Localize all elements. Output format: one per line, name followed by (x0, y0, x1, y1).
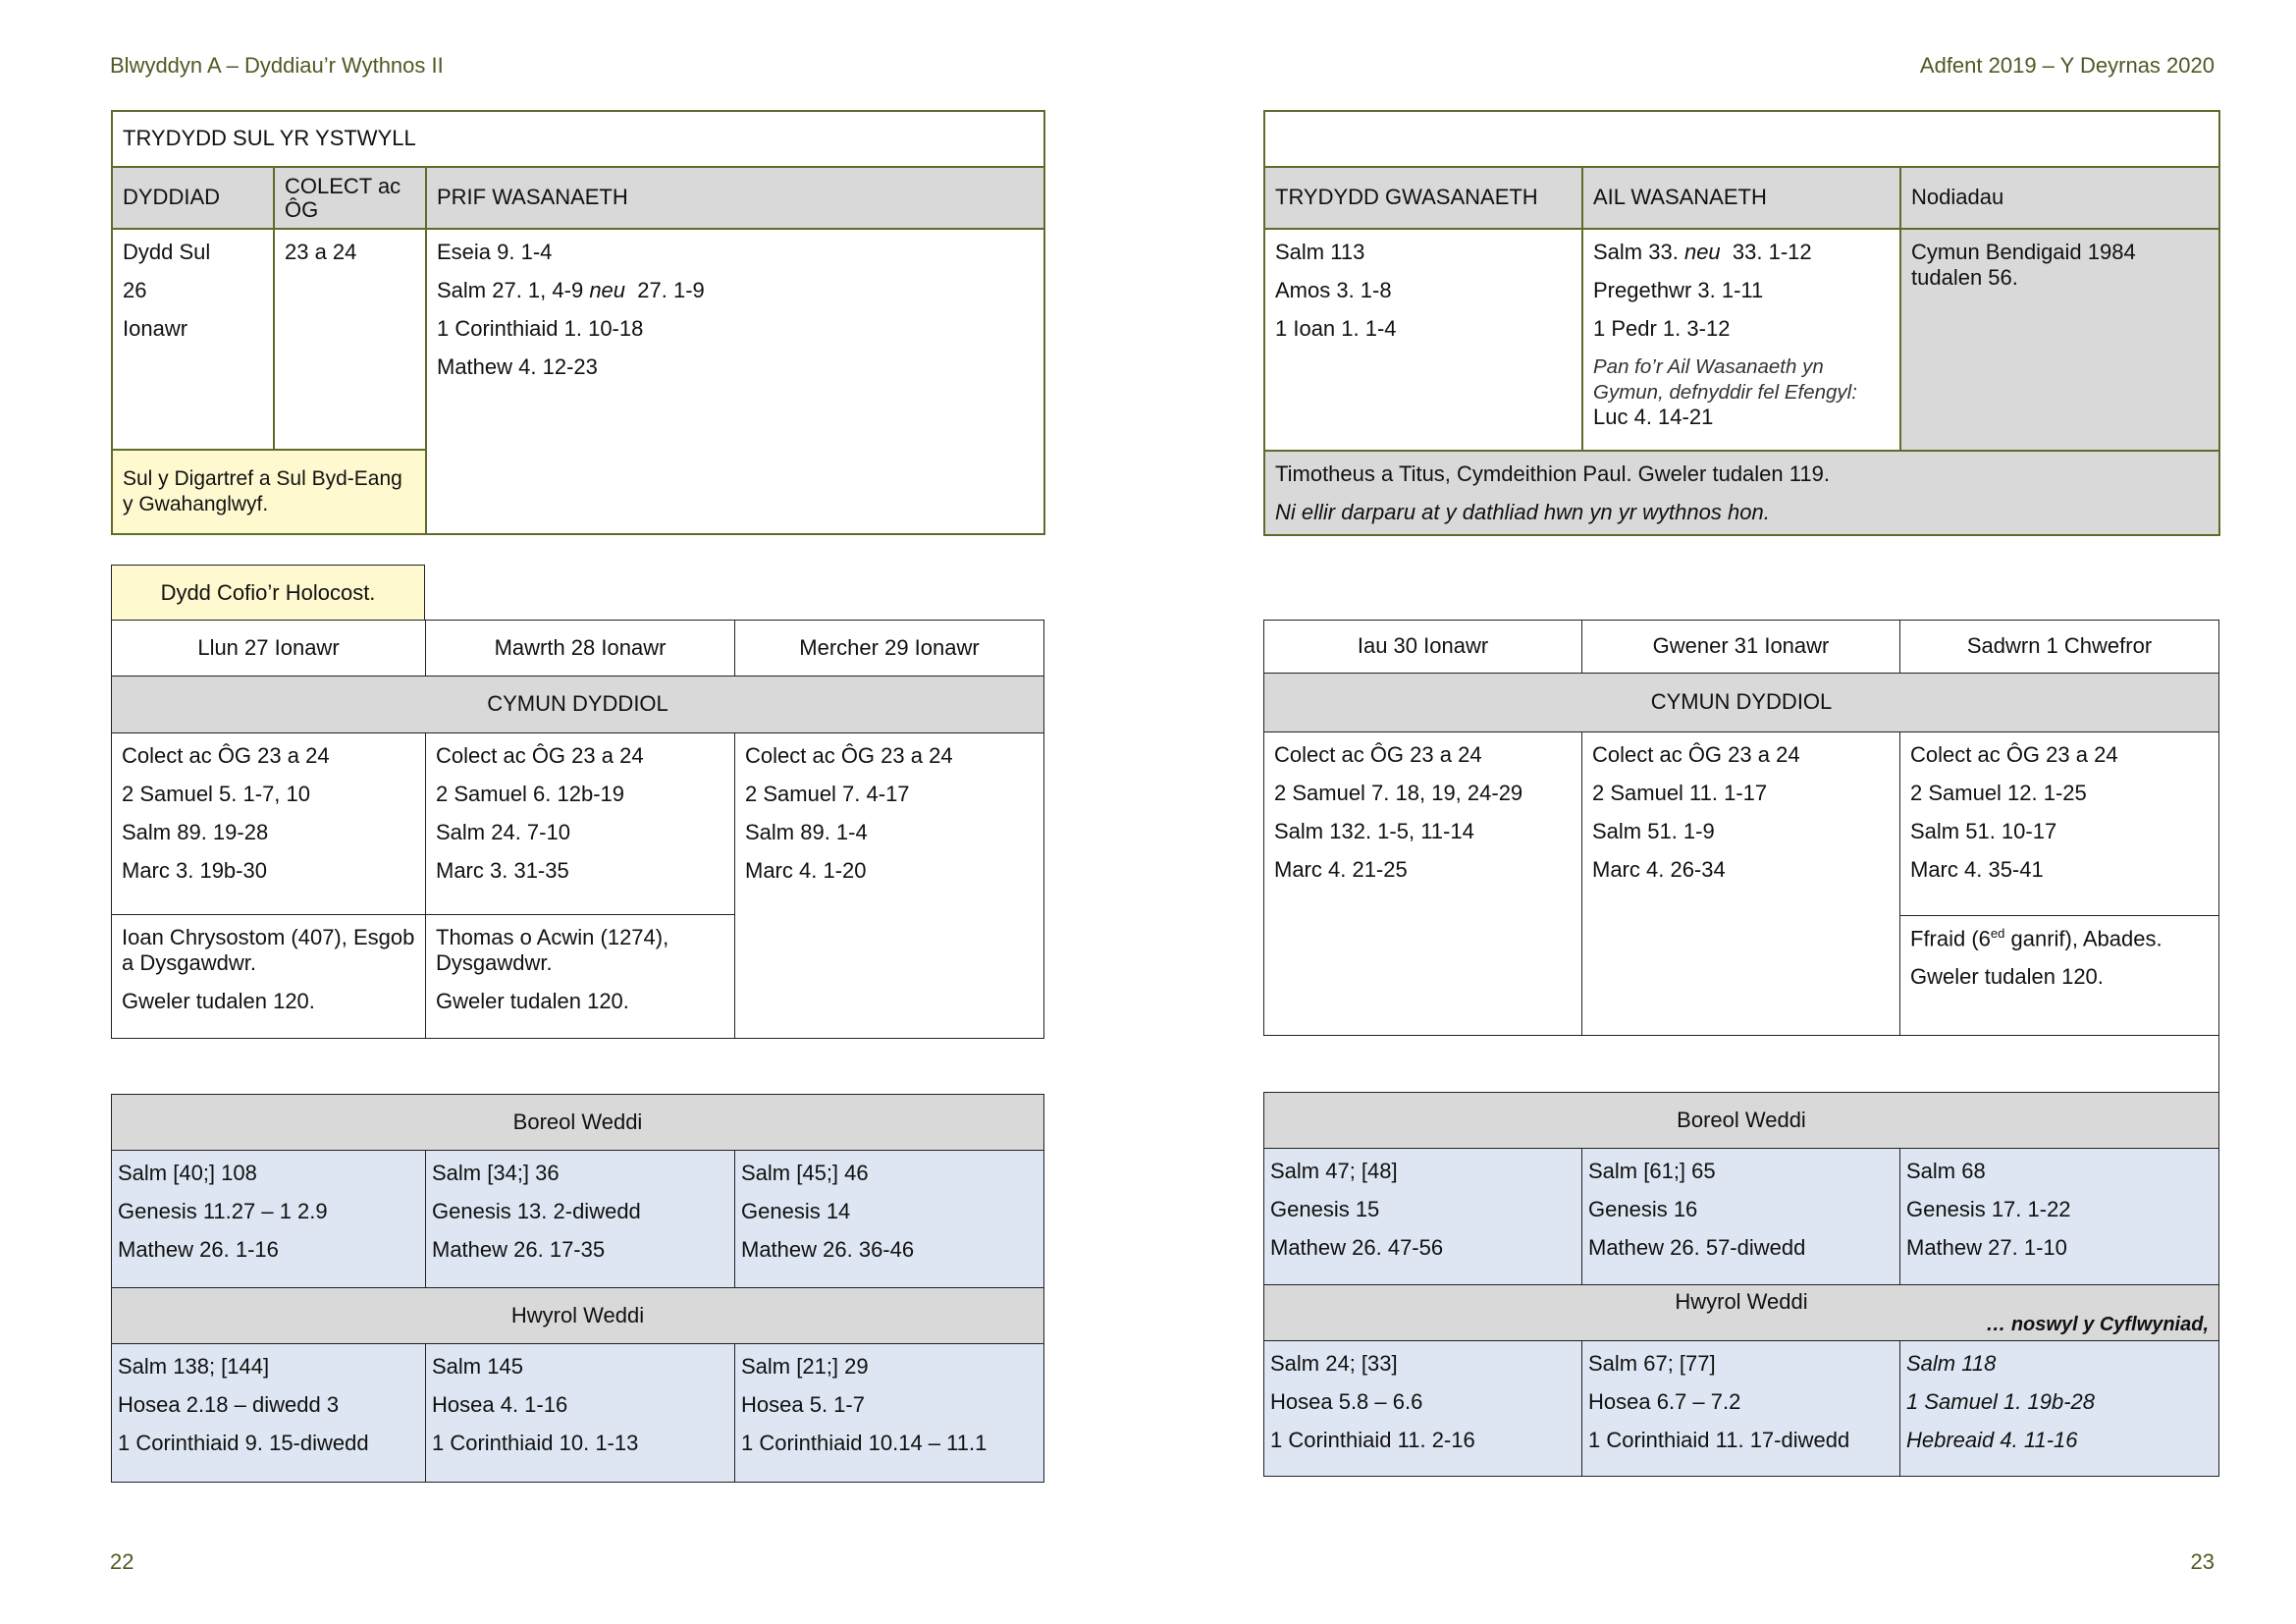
saturday-readings (1900, 732, 2219, 916)
reading: 2 Samuel 5. 1-7, 10 (122, 782, 311, 806)
morning-prayer-title-right: Boreol Weddi (1264, 1093, 2219, 1149)
sunday-date-month: Ionawr (123, 316, 188, 341)
evening-prayer-thursday (1264, 1341, 1582, 1477)
second-reading-3: 1 Pedr 1. 3-12 (1593, 316, 1731, 341)
page-number-left: 22 (110, 1549, 134, 1574)
reading: Hosea 4. 1-16 (432, 1392, 568, 1417)
tuesday-readings (426, 733, 735, 915)
day-header-monday: Llun 27 Ionawr (112, 621, 426, 677)
commemoration-name: Ffraid ($6^{ed}$ ganrif), Abades. (1910, 926, 2163, 951)
reading: Marc 3. 19b-30 (122, 858, 267, 883)
weekdays-right-table (1263, 620, 2219, 1092)
reading: Hebreaid 4. 11-16 (1906, 1428, 2078, 1452)
reading: Colect ac ÔG 23 a 24 (745, 743, 953, 768)
reading: Genesis 14 (741, 1199, 851, 1223)
principal-psalm-alt: 27. 1-9 (637, 278, 705, 302)
reading: 2 Samuel 6. 12b-19 (436, 782, 625, 806)
reading: Colect ac ÔG 23 a 24 (1274, 742, 1482, 767)
weekdays-left-table (111, 620, 1044, 1039)
principal-or: neu (589, 278, 626, 302)
reading: 2 Samuel 7. 18, 19, 24-29 (1274, 781, 1523, 805)
header-day: DYDDIAD (112, 167, 274, 229)
reading: Salm [21;] 29 (741, 1354, 869, 1379)
reading: Mathew 26. 47-56 (1270, 1235, 1444, 1260)
reading: Genesis 16 (1588, 1197, 1698, 1221)
header-third-service: TRYDYDD GWASANAETH (1264, 167, 1582, 229)
commemoration-see-page: Gweler tudalen 120. (1910, 963, 2104, 989)
reading: Mathew 27. 1-10 (1906, 1235, 2067, 1260)
morning-prayer-saturday (1900, 1149, 2219, 1285)
daily-eucharist-right: CYMUN DYDDIOL (1264, 674, 2219, 732)
morning-prayer-thursday (1264, 1149, 1582, 1285)
third-reading-3: 1 Ioan 1. 1-4 (1275, 316, 1397, 341)
morning-prayer-tuesday (426, 1151, 735, 1288)
third-service-readings (1264, 229, 1582, 451)
reading: Genesis 13. 2-diwedd (432, 1199, 641, 1223)
sunday-services-table (1263, 110, 2220, 536)
sunday-observance: Sul y Digartref a Sul Byd-Eang y Gwahanglwyf. (112, 450, 426, 534)
reading: Genesis 11.27 – 1 2.9 (118, 1199, 328, 1223)
reading: Marc 4. 21-25 (1274, 857, 1408, 882)
principal-reading-1: Eseia 9. 1-4 (437, 240, 553, 264)
third-reading-2: Amos 3. 1-8 (1275, 278, 1392, 302)
principal-psalm: Salm 27. 1, 4-9 (437, 278, 584, 302)
reading: Genesis 17. 1-22 (1906, 1197, 2071, 1221)
thursday-readings (1264, 732, 1582, 1036)
monday-commemoration (112, 915, 426, 1039)
evening-prayer-monday (112, 1344, 426, 1483)
second-or: neu (1683, 240, 1721, 264)
reading: Colect ac ÔG 23 a 24 (436, 743, 644, 768)
reading: 1 Corinthiaid 11. 17-diwedd (1588, 1428, 1850, 1452)
reading: 1 Corinthiaid 10.14 – 11.1 (741, 1431, 988, 1455)
principal-reading-2 (437, 278, 1034, 316)
sunday-date-number: 26 (123, 278, 147, 302)
day-header-wednesday: Mercher 29 Ionawr (735, 621, 1044, 677)
tuesday-commemoration (426, 915, 735, 1039)
reading: 2 Samuel 7. 4-17 (745, 782, 910, 806)
reading: Salm 24; [33] (1270, 1351, 1398, 1376)
header-principal: PRIF WASANAETH (426, 167, 1044, 229)
sunday-main-table (111, 110, 1045, 535)
holocaust-memorial-tag: Dydd Cofio’r Holocost. (111, 565, 425, 621)
reading: 2 Samuel 11. 1-17 (1592, 781, 1768, 805)
reading: Salm [40;] 108 (118, 1161, 257, 1185)
reading: Salm 132. 1-5, 11-14 (1274, 819, 1474, 843)
reading: Salm 67; [77] (1588, 1351, 1716, 1376)
evening-prayer-tuesday (426, 1344, 735, 1483)
second-reading-2: Pregethwr 3. 1-11 (1593, 278, 1764, 302)
saturday-commemoration (1900, 916, 2219, 1036)
daily-eucharist-left: CYMUN DYDDIOL (112, 677, 1044, 733)
reading: Genesis 15 (1270, 1197, 1380, 1221)
morning-prayer-monday (112, 1151, 426, 1288)
reading: Marc 4. 35-41 (1910, 857, 2044, 882)
day-header-friday: Gwener 31 Ionawr (1582, 621, 1900, 674)
evening-prayer-note: … noswyl y Cyflwyniad, (1986, 1314, 2209, 1335)
principal-reading-3: 1 Corinthiaid 1. 10-18 (437, 316, 644, 341)
reading: Salm 145 (432, 1354, 523, 1379)
morning-prayer-friday (1582, 1149, 1900, 1285)
office-right-table (1263, 1092, 2219, 1477)
reading: Mathew 26. 36-46 (741, 1237, 915, 1262)
reading: Salm 68 (1906, 1159, 1986, 1183)
sunday-footer-line1: Timotheus a Titus, Cymdeithion Paul. Gweler tudalen 119. (1275, 461, 1830, 486)
principal-reading-4: Mathew 4. 12-23 (437, 354, 598, 379)
reading: Salm 118 (1906, 1351, 1997, 1376)
reading: Mathew 26. 1-16 (118, 1237, 279, 1262)
reading: Salm 89. 19-28 (122, 820, 269, 844)
reading: Marc 3. 31-35 (436, 858, 569, 883)
office-left-table (111, 1094, 1044, 1483)
reading: Salm 51. 10-17 (1910, 819, 2057, 843)
wednesday-readings (735, 733, 1044, 1039)
morning-prayer-title-left: Boreol Weddi (112, 1095, 1044, 1151)
commemoration-see-page: Gweler tudalen 120. (436, 988, 629, 1013)
header-notes: Nodiadau (1900, 167, 2219, 229)
evening-prayer-wednesday (735, 1344, 1044, 1483)
reading: Marc 4. 1-20 (745, 858, 867, 883)
day-header-tuesday: Mawrth 28 Ionawr (426, 621, 735, 677)
commemoration-name: Ioan Chrysostom (407), Esgob a Dysgawdwr. (122, 925, 415, 976)
weekdays-right-spacer (1264, 1036, 2219, 1092)
sunday-collect-ref: 23 a 24 (285, 240, 357, 264)
reading: Mathew 26. 57-diwedd (1588, 1235, 1806, 1260)
evening-prayer-saturday (1900, 1341, 2219, 1477)
header-collect: COLECT ac ÔG (274, 167, 426, 229)
sunday-footer-line2: Ni ellir darparu at y dathliad hwn yn yr wythnos hon. (1275, 500, 1770, 524)
third-reading-1: Salm 113 (1275, 240, 1365, 264)
evening-prayer-friday (1582, 1341, 1900, 1477)
reading: Salm 89. 1-4 (745, 820, 868, 844)
day-header-saturday: Sadwrn 1 Chwefror (1900, 621, 2219, 674)
commemoration-name: Thomas o Acwin (1274), Dysgawdwr. (436, 925, 669, 976)
second-psalm-alt: 33. 1-12 (1732, 240, 1812, 264)
reading: 1 Corinthiaid 10. 1-13 (432, 1431, 639, 1455)
reading: Salm 51. 1-9 (1592, 819, 1715, 843)
reading: Salm 138; [144] (118, 1354, 270, 1379)
sunday-title: TRYDYDD SUL YR YSTWYLL (112, 111, 1044, 167)
reading: Marc 4. 26-34 (1592, 857, 1726, 882)
reading: Salm [61;] 65 (1588, 1159, 1716, 1183)
sunday-principal-readings (426, 229, 1044, 534)
second-reading-1 (1593, 240, 1890, 278)
reading: Colect ac ÔG 23 a 24 (1910, 742, 2118, 767)
sunday-footer (1264, 451, 2219, 535)
reading: Salm [34;] 36 (432, 1161, 560, 1185)
evening-prayer-title-left: Hwyrol Weddi (112, 1288, 1044, 1344)
running-header-left: Blwyddyn A – Dyddiau’r Wythnos II (110, 53, 444, 78)
morning-prayer-wednesday (735, 1151, 1044, 1288)
reading: Hosea 5. 1-7 (741, 1392, 865, 1417)
second-service-readings (1582, 229, 1900, 451)
day-header-thursday: Iau 30 Ionawr (1264, 621, 1582, 674)
evening-prayer-title-right-cell (1264, 1285, 2219, 1341)
friday-readings (1582, 732, 1900, 1036)
page-number-right: 23 (2190, 1549, 2215, 1574)
commemoration-see-page: Gweler tudalen 120. (122, 988, 315, 1013)
sunday-collect (274, 229, 426, 450)
reading: Colect ac ÔG 23 a 24 (122, 743, 330, 768)
evening-prayer-title-right: Hwyrol Weddi (1675, 1289, 1808, 1314)
reading: 2 Samuel 12. 1-25 (1910, 781, 2087, 805)
reading: Salm [45;] 46 (741, 1161, 869, 1185)
notes-cell (1900, 229, 2219, 451)
reading: 1 Samuel 1. 19b-28 (1906, 1389, 2096, 1414)
reading: Hosea 2.18 – diwedd 3 (118, 1392, 340, 1417)
reading: 1 Corinthiaid 11. 2-16 (1270, 1428, 1475, 1452)
second-service-gospel: Luc 4. 14-21 (1593, 405, 1714, 430)
reading: Salm 47; [48] (1270, 1159, 1398, 1183)
reading: 1 Corinthiaid 9. 15-diwedd (118, 1431, 369, 1455)
notes-text: Cymun Bendigaid 1984 tudalen 56. (1911, 240, 2136, 291)
second-psalm: Salm 33. (1593, 240, 1679, 264)
running-header-right: Adfent 2019 – Y Deyrnas 2020 (1919, 53, 2215, 78)
reading: Hosea 6.7 – 7.2 (1588, 1389, 1741, 1414)
sunday-date-day: Dydd Sul (123, 240, 211, 264)
reading: Mathew 26. 17-35 (432, 1237, 606, 1262)
reading: Colect ac ÔG 23 a 24 (1592, 742, 1800, 767)
header-second-service: AIL WASANAETH (1582, 167, 1900, 229)
monday-readings (112, 733, 426, 915)
reading: Salm 24. 7-10 (436, 820, 570, 844)
second-service-note: Pan fo’r Ail Wasanaeth yn Gymun, defnyddir fel Efengyl: (1593, 355, 1857, 404)
reading: Hosea 5.8 – 6.6 (1270, 1389, 1423, 1414)
sunday-date (112, 229, 274, 450)
sunday-services-blank-header (1264, 111, 2219, 167)
